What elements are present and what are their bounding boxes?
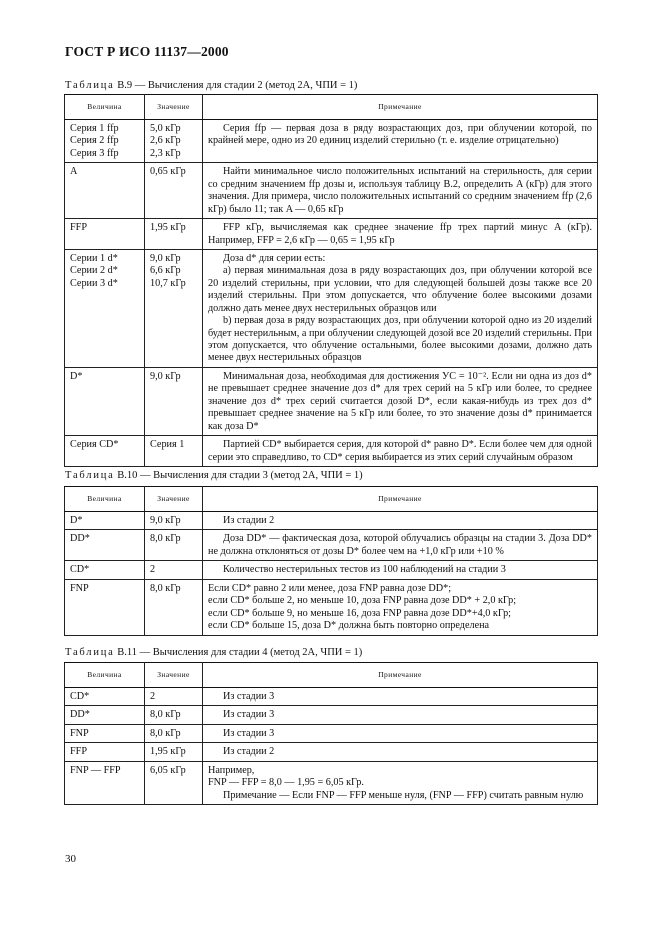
cell-line: CD* [70, 564, 90, 576]
cell-line: D* [70, 515, 83, 526]
cell-line: Серии 1 d* [70, 252, 118, 264]
value-cell [145, 512, 203, 530]
note-paragraph: Из стадии 2 [223, 515, 275, 526]
note-cell [203, 743, 598, 761]
quantity-cell [65, 436, 145, 467]
cell-line: FFP [70, 746, 87, 758]
note-cell [203, 249, 598, 367]
cell-line: 2 [150, 564, 156, 576]
cell-line: 10,7 кГр [150, 277, 186, 289]
table-row [65, 530, 598, 561]
table-header-row [65, 95, 598, 120]
note-cell [203, 120, 598, 163]
value-header: Значение [145, 95, 203, 120]
note-paragraph: если CD* больше 15, доза D* должна быть повторно определена [208, 620, 490, 632]
value-cell [145, 743, 203, 761]
note-cell [203, 579, 598, 635]
cell-line: 5,0 кГр [150, 123, 181, 134]
cell-line: 6,05 кГр [150, 764, 186, 776]
value-cell [145, 163, 203, 219]
note-header: Примечание [203, 95, 598, 120]
quantity-cell [65, 367, 145, 435]
cell-line: 8,0 кГр [150, 709, 181, 721]
note-paragraph: Найти минимальное число положительных испытаний на стерильность, для серии со средним значением ffp дозы и, используя таблицу В.2, определить A (кГр) для этого значения. Для примера, число положительных испытаний со средним значением ffp (2,6 кГр) было 11; так A — 0,65 кГр [208, 166, 592, 215]
value-cell [145, 688, 203, 706]
cell-line: Серии 2 d* [70, 265, 118, 277]
value-cell [145, 706, 203, 724]
table-row [65, 743, 598, 761]
cell-line: 2,3 кГр [150, 147, 181, 159]
quantity-cell [65, 724, 145, 742]
table-row [65, 436, 598, 467]
cell-line: Серия CD* [70, 439, 119, 451]
value-header: Значение [145, 663, 203, 688]
quantity-header: Величина [65, 487, 145, 512]
cell-line: DD* [70, 709, 90, 721]
table-caption-text: В.10 — Вычисления для стадии 3 (метод 2А, ЧПИ = 1) [114, 470, 363, 481]
table-row [65, 367, 598, 435]
quantity-cell [65, 120, 145, 163]
cell-line: Серия 1 ffp [70, 123, 119, 134]
cell-line: 9,0 кГр [150, 515, 181, 526]
note-paragraph: FFP кГр, вычисляемая как среднее значение ffp трех партий минус A (кГр). Например, FFP = 2,6 кГр — 0,65 = 1,95 кГр [208, 222, 592, 246]
quantity-header: Величина [65, 663, 145, 688]
note-paragraph: Минимальная доза, необходимая для достижения УС = 10⁻². Если ни одна из доз d* не превышает среднее значение доз d* для трех серий на 5 кГр или более, то среднее значение доз d* трех серий считается дозой D*, если какая-нибудь из трех доз d* превышает среднее значение на 5 кГр или более, то это значение дозы d* принимается как доза D* [208, 370, 592, 432]
cell-line: 8,0 кГр [150, 727, 181, 739]
note-paragraph: Партией CD* выбирается серия, для которой d* равно D*. Если более чем для одной серии это справедливо, то CD* серия выбирается из этих серий случайным образом [208, 439, 592, 463]
note-paragraph: FNP — FFP = 8,0 — 1,95 = 6,05 кГр. [208, 777, 364, 789]
quantity-header: Величина [65, 95, 145, 120]
value-cell [145, 761, 203, 804]
table-row [65, 512, 598, 530]
table-caption-text: В.11 — Вычисления для стадии 4 (метод 2А, ЧПИ = 1) [114, 647, 363, 658]
note-paragraph: а) первая минимальная доза в ряду возрастающих доз, при облучении которой все 20 изделий стерильны, при условии, что для следующей большей дозы также все 20 изделий стерильны. При этом допускается, что облучение более высокими дозами должно дать менее двух нестерильных образцов или [208, 265, 592, 314]
cell-line: Серия 2 ffp [70, 135, 119, 147]
note-cell [203, 761, 598, 804]
table-b10 [64, 486, 598, 636]
cell-line: 6,6 кГр [150, 265, 181, 277]
note-cell [203, 512, 598, 530]
cell-line: 2,6 кГр [150, 135, 181, 147]
table-b11 [64, 662, 598, 805]
cell-line: 9,0 кГр [150, 252, 181, 264]
table-caption-text: В.9 — Вычисления для стадии 2 (метод 2А, ЧПИ = 1) [114, 80, 358, 91]
note-paragraph: Примечание — Если FNP — FFP меньше нуля, (FNP — FFP) считать равным нулю [223, 789, 584, 801]
cell-line: 9,0 кГр [150, 370, 181, 382]
note-paragraph: b) первая доза в ряду возрастающих доз, при облучении которой одно из 20 изделий будет нестерильным, а при облучении следующей дозой все 20 изделий стерильны. При этом допускается, что облучение остальными, более высокими дозами, должно дать менее двух нестерильных образцов [208, 315, 592, 364]
cell-line: 1,95 кГр [150, 746, 186, 758]
table-row [65, 761, 598, 804]
quantity-cell [65, 688, 145, 706]
note-paragraph: Из стадии 3 [223, 727, 275, 739]
note-paragraph: если CD* больше 2, но меньше 10, доза FNP равна дозе DD* + 2,0 кГр; [208, 595, 517, 607]
value-cell [145, 367, 203, 435]
cell-line: Серия 3 ffp [70, 147, 119, 159]
page-number: 30 [65, 853, 76, 865]
table-header-row [65, 663, 598, 688]
note-paragraph: Серия ffp — первая доза в ряду возрастающих доз, при облучении которой, по крайней мере, одно из 20 единиц изделий стерильно (т. е. изделие отрицательно) [208, 123, 592, 147]
note-paragraph: Например, [208, 764, 255, 776]
table-label: Таблица [65, 80, 115, 91]
note-header: Примечание [203, 663, 598, 688]
value-cell [145, 436, 203, 467]
note-cell [203, 688, 598, 706]
value-cell [145, 219, 203, 250]
note-cell [203, 530, 598, 561]
table-row [65, 219, 598, 250]
value-cell [145, 724, 203, 742]
table-row [65, 579, 598, 635]
quantity-cell [65, 219, 145, 250]
value-cell [145, 120, 203, 163]
quantity-cell [65, 743, 145, 761]
table-label: Таблица [65, 647, 115, 658]
note-paragraph: Если CD* равно 2 или менее, доза FNP равна дозе DD*; [208, 582, 452, 594]
table-header-row [65, 487, 598, 512]
quantity-cell [65, 163, 145, 219]
value-cell [145, 579, 203, 635]
table-row [65, 249, 598, 367]
note-cell [203, 724, 598, 742]
note-paragraph: Доза DD* — фактическая доза, которой облучались образцы на стадии 3. Доза DD* не должна отклоняться от дозы D* более чем на +1,0 кГр или +10 % [208, 533, 592, 557]
note-paragraph: Из стадии 3 [223, 709, 275, 721]
document-header: ГОСТ Р ИСО 11137—2000 [65, 44, 229, 59]
note-cell [203, 561, 598, 579]
cell-line: Серии 3 d* [70, 277, 118, 289]
table-row [65, 120, 598, 163]
quantity-cell [65, 249, 145, 367]
note-cell [203, 436, 598, 467]
cell-line: FNP [70, 582, 89, 594]
cell-line: 1,95 кГр [150, 222, 186, 234]
cell-line: CD* [70, 691, 90, 702]
cell-line: DD* [70, 533, 90, 545]
value-cell [145, 249, 203, 367]
table-row [65, 724, 598, 742]
note-cell [203, 367, 598, 435]
cell-line: 8,0 кГр [150, 582, 181, 594]
note-cell [203, 163, 598, 219]
note-header: Примечание [203, 487, 598, 512]
table-b9-caption [65, 80, 357, 91]
table-row [65, 688, 598, 706]
note-cell [203, 706, 598, 724]
cell-line: FNP — FFP [70, 764, 121, 776]
cell-line: FFP [70, 222, 87, 234]
cell-line: A [70, 166, 78, 178]
cell-line: 8,0 кГр [150, 533, 181, 545]
value-header: Значение [145, 487, 203, 512]
cell-line: 0,65 кГр [150, 166, 186, 178]
table-b10-caption [65, 470, 363, 481]
cell-line: D* [70, 370, 83, 382]
note-paragraph: Доза d* для серии есть: [223, 252, 326, 264]
cell-line: FNP [70, 727, 89, 739]
quantity-cell [65, 706, 145, 724]
quantity-cell [65, 561, 145, 579]
value-cell [145, 561, 203, 579]
table-row [65, 706, 598, 724]
cell-line: 2 [150, 691, 156, 702]
quantity-cell [65, 761, 145, 804]
quantity-cell [65, 530, 145, 561]
table-b11-caption [65, 647, 362, 658]
quantity-cell [65, 579, 145, 635]
table-row [65, 163, 598, 219]
value-cell [145, 530, 203, 561]
table-row [65, 561, 598, 579]
note-paragraph: если CD* больше 9, но меньше 16, доза FNP равна дозе DD*+4,0 кГр; [208, 607, 511, 619]
table-label: Таблица [65, 470, 115, 481]
note-cell [203, 219, 598, 250]
note-paragraph: Из стадии 2 [223, 746, 275, 758]
cell-line: Серия 1 [150, 439, 185, 451]
note-paragraph: Из стадии 3 [223, 691, 275, 702]
note-paragraph: Количество нестерильных тестов из 100 наблюдений на стадии 3 [223, 564, 506, 576]
table-b9 [64, 94, 598, 467]
quantity-cell [65, 512, 145, 530]
